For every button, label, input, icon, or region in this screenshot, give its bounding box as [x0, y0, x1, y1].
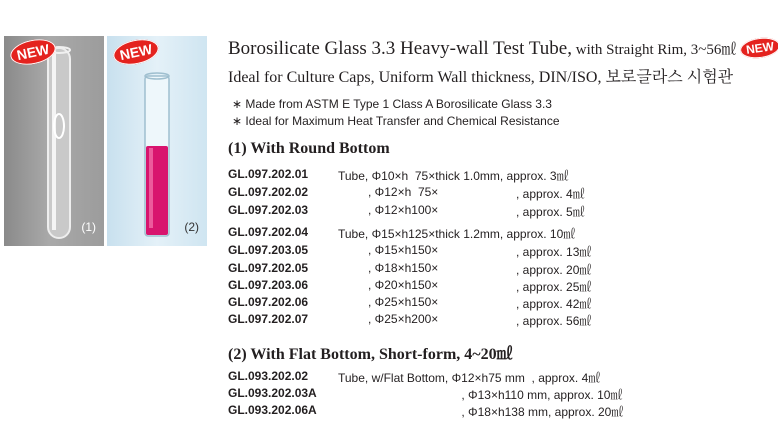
catalog-code: GL.097.202.04 — [228, 225, 309, 239]
capacity: , approx. 20㎖ — [516, 263, 592, 277]
feature-note: ∗ Made from ASTM E Type 1 Class A Borosilicate Glass 3.3 — [232, 97, 552, 111]
capacity: , approx. 42㎖ — [516, 297, 592, 311]
section-title-round-bottom: (1) With Round Bottom — [228, 140, 390, 157]
product-title — [228, 38, 778, 60]
catalog-code: GL.097.202.05 — [228, 261, 309, 275]
product-spec: , Φ15×h150× — [338, 243, 439, 257]
capacity: , approx. 13㎖ — [516, 245, 592, 259]
catalog-code: GL.093.202.02 — [228, 369, 309, 383]
catalog-code: GL.097.202.02 — [228, 185, 309, 199]
product-spec: , Φ13×h110 mm, approx. 10㎖ — [338, 388, 623, 402]
product-photo-flat-bottom — [107, 36, 207, 246]
product-spec: Tube, Φ15×h125×thick 1.2mm, approx. 10㎖ — [338, 227, 576, 241]
product-spec: , Φ12×h100× — [338, 203, 439, 217]
new-badge: NEW — [111, 36, 161, 69]
product-spec: Tube, w/Flat Bottom, Φ12×h75 mm , approx. 4㎖ — [338, 371, 601, 385]
product-spec: , Φ18×h150× — [338, 261, 439, 275]
clear-tube-illustration — [4, 36, 104, 246]
capacity: , approx. 56㎖ — [516, 314, 592, 328]
catalog-code: GL.097.202.07 — [228, 312, 309, 326]
product-subtitle: Ideal for Culture Caps, Uniform Wall thickness, DIN/ISO, 보로글라스 시험관 — [228, 69, 734, 86]
catalog-code: GL.097.203.06 — [228, 278, 309, 292]
title-main: Borosilicate Glass 3.3 Heavy-wall Test Tube, — [228, 38, 572, 59]
product-spec: , Φ20×h150× — [338, 278, 439, 292]
product-spec: , Φ12×h 75× — [338, 185, 439, 199]
catalog-code: GL.093.202.06A — [228, 403, 317, 417]
catalog-code: GL.097.202.06 — [228, 295, 309, 309]
title-suffix: with Straight Rim, 3~56㎖ — [571, 42, 737, 58]
capacity: , approx. 4㎖ — [516, 187, 585, 201]
catalog-code: GL.097.202.01 — [228, 167, 309, 181]
product-spec: , Φ25×h200× — [338, 312, 439, 326]
new-badge: NEW — [739, 35, 778, 60]
capacity: , approx. 25㎖ — [516, 280, 592, 294]
product-spec: Tube, Φ10×h 75×thick 1.0mm, approx. 3㎖ — [338, 169, 569, 183]
catalog-code: GL.093.202.03A — [228, 386, 317, 400]
red-liquid-tube-illustration — [107, 36, 207, 246]
catalog-code: GL.097.203.05 — [228, 243, 309, 257]
section-title-flat-bottom: (2) With Flat Bottom, Short-form, 4~20㎖ — [228, 346, 513, 363]
catalog-code: GL.097.202.03 — [228, 203, 309, 217]
photo-label: (2) — [184, 220, 199, 234]
photo-label: (1) — [81, 220, 96, 234]
new-badge: NEW — [8, 36, 58, 69]
feature-note: ∗ Ideal for Maximum Heat Transfer and Chemical Resistance — [232, 114, 560, 128]
capacity: , approx. 5㎖ — [516, 205, 585, 219]
product-photo-round-bottom — [4, 36, 104, 246]
product-spec: , Φ25×h150× — [338, 295, 439, 309]
product-spec: , Φ18×h138 mm, approx. 20㎖ — [338, 405, 624, 419]
